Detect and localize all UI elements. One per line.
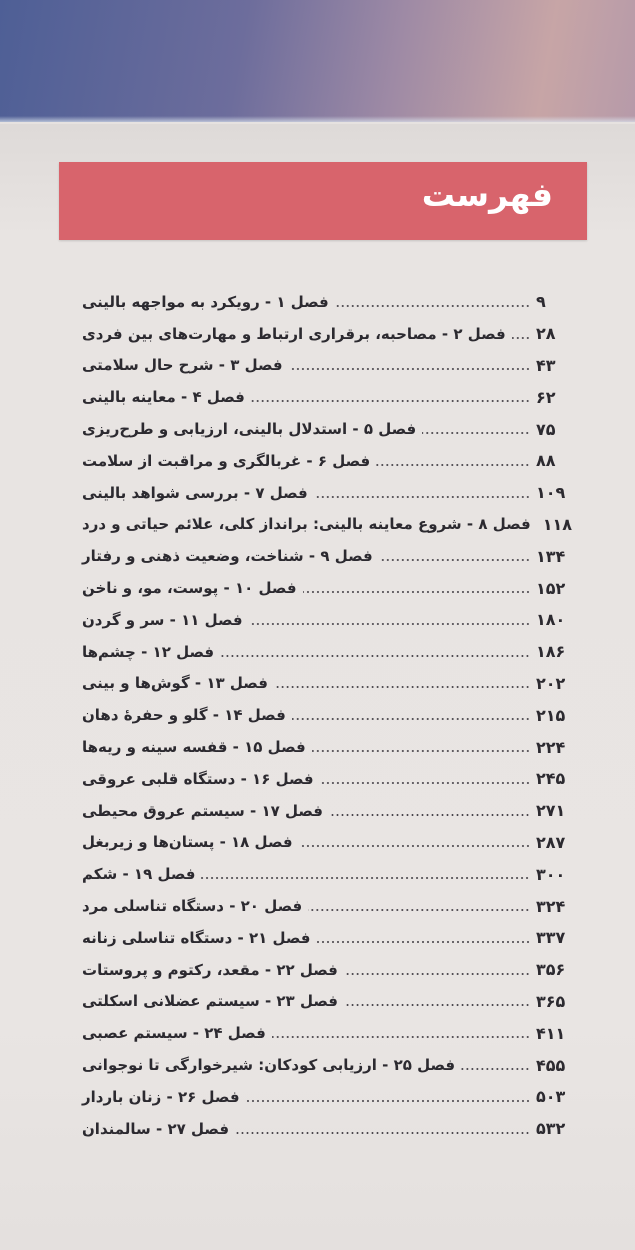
toc-entry-page: ۱۱۸ [542,514,572,534]
dot-leader [344,1004,530,1006]
dot-leader [308,909,530,911]
dot-leader [512,337,530,339]
toc-entry-24[interactable] [82,1017,574,1049]
dot-leader [317,941,531,943]
toc-entry-page: ۳۳۷ [536,928,566,948]
dot-leader [235,1132,530,1134]
toc-entry-page: ۲۰۲ [536,673,566,693]
toc-entry-page: ۴۳ [536,355,556,375]
toc-entry-label: فصل ۵ - استدلال بالینی، ارزیابی و طرح‌ریزی [82,420,417,439]
dot-leader [292,718,530,720]
toc-entry-label: فصل ۱۵ - قفسه سینه و ریه‌ها [82,738,306,757]
toc-entry-27[interactable] [82,1113,574,1145]
toc-entry-label: فصل ۱۱ - سر و گردن [82,610,243,629]
toc-entry-page: ۱۵۲ [536,578,566,598]
dot-leader [320,782,530,784]
toc-entry-page: ۲۱۵ [536,705,566,725]
dot-leader [272,1036,530,1038]
toc-entry-10[interactable] [82,572,574,604]
toc-entry-7[interactable] [82,477,574,509]
toc-entry-label: فصل ۴ - معاینه بالینی [82,388,245,407]
toc-entry-page: ۴۵۵ [536,1055,566,1075]
toc-entry-page: ۳۵۶ [536,960,566,980]
toc-entry-page: ۶۲ [536,387,556,407]
toc-entry-label: فصل ۲۲ - مقعد، رکتوم و پروستات [82,960,338,979]
toc-entry-page: ۲۸۷ [536,832,566,852]
toc-entry-label: فصل ۲۳ - سیستم عضلانی اسکلتی [82,992,338,1011]
toc-entry-page: ۵۰۳ [536,1087,566,1107]
toc-entry-label: فصل ۱۳ - گوش‌ها و بینی [82,674,268,693]
toc-entry-page: ۲۴۵ [536,769,566,789]
dot-leader [251,400,530,402]
toc-entry-label: فصل ۱۷ - سیستم عروق محیطی [82,801,323,820]
toc-entry-25[interactable] [82,1049,574,1081]
toc-entry-label: فصل ۲۱ - دستگاه تناسلی زنانه [82,928,311,947]
dot-leader [303,591,530,593]
toc-entry-15[interactable] [82,731,574,763]
toc-entry-page: ۱۰۹ [536,483,566,503]
dot-leader [299,845,530,847]
table-of-contents [82,286,574,1145]
toc-entry-14[interactable] [82,699,574,731]
toc-entry-23[interactable] [82,986,574,1018]
toc-entry-13[interactable] [82,668,574,700]
dot-leader [274,686,530,688]
cover-background-band [0,0,635,122]
toc-entry-6[interactable] [82,445,574,477]
dot-leader [246,1100,530,1102]
toc-entry-page: ۹ [536,292,546,312]
dot-leader [314,496,530,498]
toc-entry-17[interactable] [82,795,574,827]
toc-entry-label: فصل ۹ - شناخت، وضعیت ذهنی و رفتار [82,547,373,566]
toc-entry-page: ۳۲۴ [536,896,566,916]
dot-leader [249,623,530,625]
toc-entry-label: فصل ۲۰ - دستگاه تناسلی مرد [82,897,303,916]
toc-entry-page: ۳۶۵ [536,991,566,1011]
toc-entry-12[interactable] [82,636,574,668]
toc-entry-9[interactable] [82,540,574,572]
toc-entry-label: فصل ۲۴ - سیستم عصبی [82,1024,266,1043]
toc-entry-19[interactable] [82,858,574,890]
dot-leader [344,973,530,975]
toc-entry-label: فصل ۱۶ - دستگاه قلبی عروقی [82,769,314,788]
toc-entry-page: ۷۵ [536,419,556,439]
toc-entry-page: ۵۳۲ [536,1119,566,1139]
dot-leader [461,1068,530,1070]
toc-entry-3[interactable] [82,350,574,382]
toc-entry-label: فصل ۲۶ - زنان باردار [82,1087,240,1106]
toc-entry-label: فصل ۱۰ - پوست، مو، و ناخن [82,579,297,598]
toc-entry-2[interactable] [82,318,574,350]
dot-leader [335,305,530,307]
dot-leader [376,464,530,466]
toc-entry-page: ۱۸۶ [536,642,566,662]
toc-entry-20[interactable] [82,890,574,922]
toc-entry-8[interactable] [82,509,574,541]
toc-entry-11[interactable] [82,604,574,636]
toc-entry-label: فصل ۱۲ - چشم‌ها [82,642,215,661]
toc-entry-label: فصل ۶ - غربالگری و مراقبت از سلامت [82,451,371,470]
page-title: فهرست [421,175,553,214]
toc-entry-label: فصل ۱۹ - شکم [82,865,196,884]
toc-entry-label: فصل ۲۷ - سالمندان [82,1119,230,1138]
toc-entry-label: فصل ۷ - بررسی شواهد بالینی [82,483,308,502]
toc-entry-1[interactable] [82,286,574,318]
toc-entry-26[interactable] [82,1081,574,1113]
toc-entry-page: ۴۱۱ [536,1023,566,1043]
toc-entry-page: ۸۸ [536,451,556,471]
toc-entry-label: فصل ۱ - رویکرد به مواجهه بالینی [82,292,329,311]
dot-leader [422,432,530,434]
toc-entry-page: ۲۲۴ [536,737,566,757]
toc-entry-label: فصل ۲۵ - ارزیابی کودکان: شیرخوارگی تا نوجوانی [82,1056,456,1075]
toc-entry-label: فصل ۳ - شرح حال سلامتی [82,356,283,375]
toc-entry-label: فصل ۱۸ - پستان‌ها و زیربغل [82,833,293,852]
toc-entry-16[interactable] [82,763,574,795]
toc-entry-label: فصل ۲ - مصاحبه، برقراری ارتباط و مهارت‌های بین فردی [82,324,506,343]
dot-leader [289,368,530,370]
toc-entry-page: ۱۸۰ [536,610,566,630]
toc-entry-22[interactable] [82,954,574,986]
toc-entry-page: ۱۳۴ [536,546,566,566]
title-banner [59,162,587,240]
toc-entry-page: ۲۸ [536,324,556,344]
toc-entry-21[interactable] [82,922,574,954]
dot-leader [201,877,530,879]
toc-entry-page: ۳۰۰ [536,864,566,884]
dot-leader [312,750,530,752]
toc-entry-label: فصل ۸ - شروع معاینه بالینی: برانداز کلی، علائم حیاتی و درد [82,515,531,534]
dot-leader [379,559,530,561]
toc-entry-4[interactable] [82,381,574,413]
toc-entry-page: ۲۷۱ [536,801,566,821]
toc-entry-18[interactable] [82,827,574,859]
dot-leader [220,655,530,657]
toc-entry-5[interactable] [82,413,574,445]
dot-leader [329,814,530,816]
toc-entry-label: فصل ۱۴ - گلو و حفرهٔ دهان [82,706,286,725]
